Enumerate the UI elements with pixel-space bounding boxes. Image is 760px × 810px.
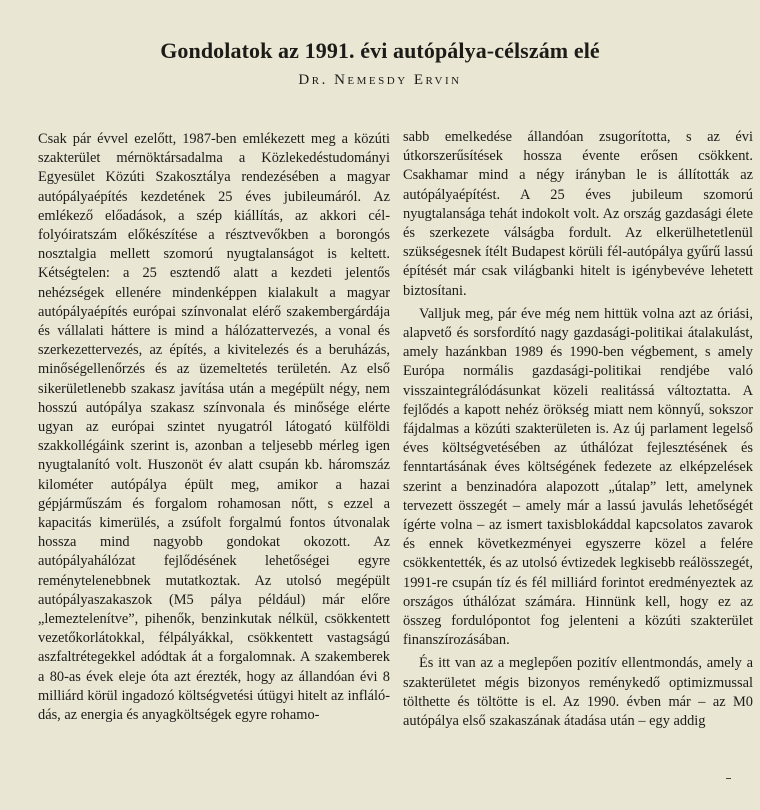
right-column	[403, 128, 753, 731]
article-author	[0, 72, 760, 89]
author-name: Dr. Nemesdy Ervin	[298, 72, 462, 88]
paragraph: Csak pár évvel ezelőtt, 1987-ben emlékezett meg a közúti szakterület mérnöktársadalma a Közlekedéstudományi Egyesület Közúti Szakosztálya rendezésében a magyar autópályaépítés kezdetének 25 éves jubileumáról. Az emlékező előadások, a szép kiállítás, az akkori cél-folyóiratszám előkészítése a résztvevőkben a borongós nosztalgia mellett szomorú nyugtalanságot is keltett. Kétségtelen: a 25 esztendő alatt a kezdeti jelentős nehézségek ellenére mindenképpen kialakult a magyar autópályaépítés európai színvonalat elérő szakembergárdája és vállalati háttere is mind a hálózattervezés, a vonal és szerkezettervezés, az építés, a kivitelezés és a beruházás, minőségellenőrzés és az üzemeltetés területén. Az első sikerületlenebb szakasz javítása után a megépült négy, nem hosszú autópálya szakasz színvonala és minősége elérte ugyan az európai szintet nyugatról látogató külföldi szakkollégáink szerint is, azonban a teljesebb mérleg igen nyugtalanító volt. Huszonöt év alatt csupán kb. háromszáz kilométer autópálya épült meg, amikor a hazai gépjárműszám és forgalom rohamosan nőtt, s ezzel a kapacitás kimerülés, a zsúfolt forgalmú fontos útvonalak hossza mind nagyobb gondokat okozott. Az autópályahálózat fejlődésének lehetőségei egyre reménytelenebbnek mutatkoztak. Az utolsó megépült autópályaszakaszok (M5 pálya például) már előre „lemeztelenítve”, pihenők, benzinkutak nélkül, csökkentett vezetőkorlátokkal, félpályákkal, csökkentett vastagságú aszfaltrétegekkel adódtak át a forgalomnak. A szakemberek a 80-as évek eleje óta azt érezték, hogy az állandóan évi 8 milliárd körül ingadozó költségvetési útügyi hitelt az inflálódás, az energia és anyagköltségek egyre rohamo-	[38, 131, 390, 724]
page-mark	[726, 778, 731, 779]
paragraph: És itt van az a meglepően pozitív ellentmondás, amely a szakterületet mégis bizonyos reménykedő optimizmussal tölthette és töltötte is el. Az 1990. évben már – az M0 autópálya első szakaszának átadása után – egy addig	[403, 655, 753, 730]
article-title: Gondolatok az 1991. évi autópálya-célszám elé	[160, 38, 600, 63]
paragraph: sabb emelkedése állandóan zsugorította, s az évi útkorszerűsítések hossza évente erősen csökkent. Csakhamar mind a négy irányban le is állították az autópályaépítést. A 25 éves jubileum szomorú nyugtalansága tehát indokolt volt. Az ország gazdasági élete és szerkezete válságba fordult. Az elkerülhetetlenül szükségesnek ítélt Budapest körüli fél-autópálya gyűrű lassú építését már csak világbanki hitelt is igénybevéve lehetett biztosítani.	[403, 129, 753, 299]
left-column	[38, 130, 390, 725]
paragraph: Valljuk meg, pár éve még nem hittük volna azt az óriási, alapvető és sorsfordító nagy gazdasági-politikai átalakulást, amely hazánkban 1989 és 1990-ben végbement, s amely Európa normális gazdasági-politikai rendjébe való visszaintegrálódásunkat közeli realitássá változtatta. A fejlődés a kapott nehéz örökség miatt nem könnyű, sokszor fájdalmas a közúti szakterületen is. Az új parlament legelső éves költségvetésében az úthálózat fejlesztésének és fenntartásának éves költségének fedezete az elképzelések szerint a benzinadóra alapozott „útalap” lett, amelynek tervezett összegét – amely már a lassú javulás lehetőségét ígérte volna – az ismert taxisblokáddal kapcsolatos zavarok és ennek következményei egyszerre közel a felére csökkentették, és az utolsó évtizedek legkisebb reálösszegét, 1991-re csupán tíz és fél milliárd forintot eredményeztek az országos úthálózat számára. Hinnünk kell, hogy ez az összeg fordulópontot fog jelenteni a közúti szakterület finanszírozásában.	[403, 305, 753, 649]
